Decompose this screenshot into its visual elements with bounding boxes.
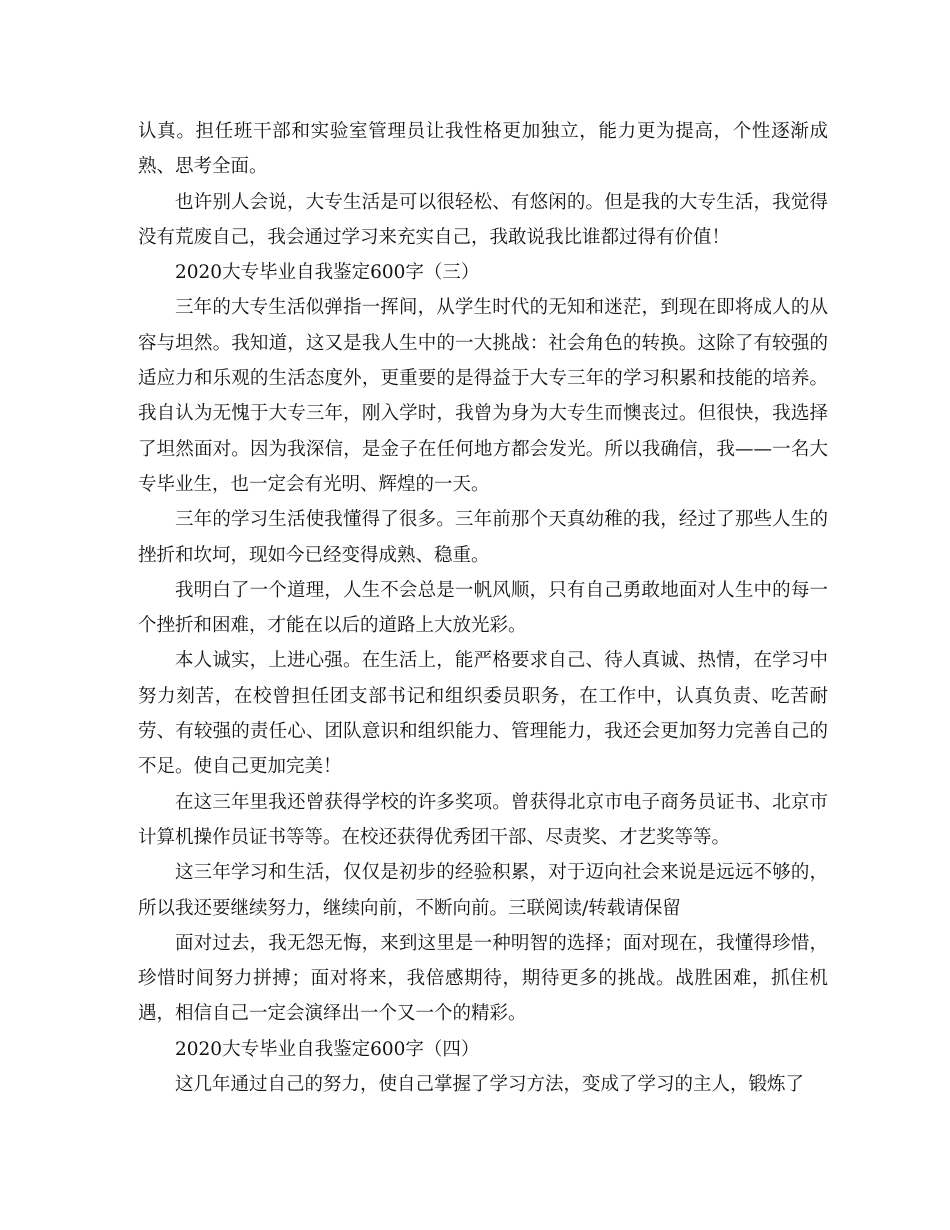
paragraph: 本人诚实，上进心强。在生活上，能严格要求自己、待人真诚、热情，在学习中努力刻苦，在校曾担任团支部书记和组织委员职务，在工作中，认真负责、吃苦耐劳、有较强的责任心、团队意识和组织能力、管理能力，我还会更加努力完善自己的不足。使自己更加完美！ (138, 650, 828, 778)
section-heading: 2020大专毕业自我鉴定600字（三） (175, 262, 480, 284)
paragraph: 我明白了一个道理，人生不会总是一帆风顺，只有自己勇敢地面对人生中的每一个挫折和困难，才能在以后的道路上大放光彩。 (138, 579, 828, 637)
paragraph: 在这三年里我还曾获得学校的许多奖项。曾获得北京市电子商务员证书、北京市计算机操作员证书等等。在校还获得优秀团干部、尽责奖、才艺奖等等。 (138, 791, 828, 848)
paragraph: 这三年学习和生活，仅仅是初步的经验积累，对于迈向社会来说是远远不够的，所以我还要继续努力，继续向前，不断向前。三联阅读/转载请保留 (138, 862, 828, 919)
document-body (138, 114, 828, 1102)
paragraph: 三年的学习生活使我懂得了很多。三年前那个天真幼稚的我，经过了那些人生的挫折和坎坷，现如今已经变得成熟、稳重。 (138, 509, 828, 566)
section-heading: 2020大专毕业自我鉴定600字（四） (175, 1038, 480, 1060)
paragraph-continuation: 认真。担任班干部和实验室管理员让我性格更加独立，能力更为提高，个性逐渐成熟、思考全面。 (138, 121, 828, 178)
paragraph: 这几年通过自己的努力，使自己掌握了学习方法，变成了学习的主人，锻炼了 (175, 1074, 805, 1096)
paragraph: 也许别人会说，大专生活是可以很轻松、有悠闲的。但是我的大专生活，我觉得没有荒废自己，我会通过学习来充实自己，我敢说我比谁都过得有价值！ (138, 191, 828, 248)
paragraph: 面对过去，我无怨无悔，来到这里是一种明智的选择；面对现在，我懂得珍惜，珍惜时间努力拼搏；面对将来，我倍感期待，期待更多的挑战。战胜困难，抓住机遇，相信自己一定会演绎出一个又一个的精彩。 (138, 932, 828, 1025)
paragraph: 三年的大专生活似弹指一挥间，从学生时代的无知和迷茫，到现在即将成人的从容与坦然。我知道，这又是我人生中的一大挑战：社会角色的转换。这除了有较强的适应力和乐观的生活态度外，更重要的是得益于大专三年的学习积累和技能的培养。 我自认为无愧于大专三年，刚入学时，我曾为身为大专生而懊丧过。但很快，我选择了坦然面对。因为我深信，是金子在任何地方都会发光。所以我确信，我——一名大专毕业生，也一定会有光明、辉煌的一天。 (138, 297, 828, 495)
